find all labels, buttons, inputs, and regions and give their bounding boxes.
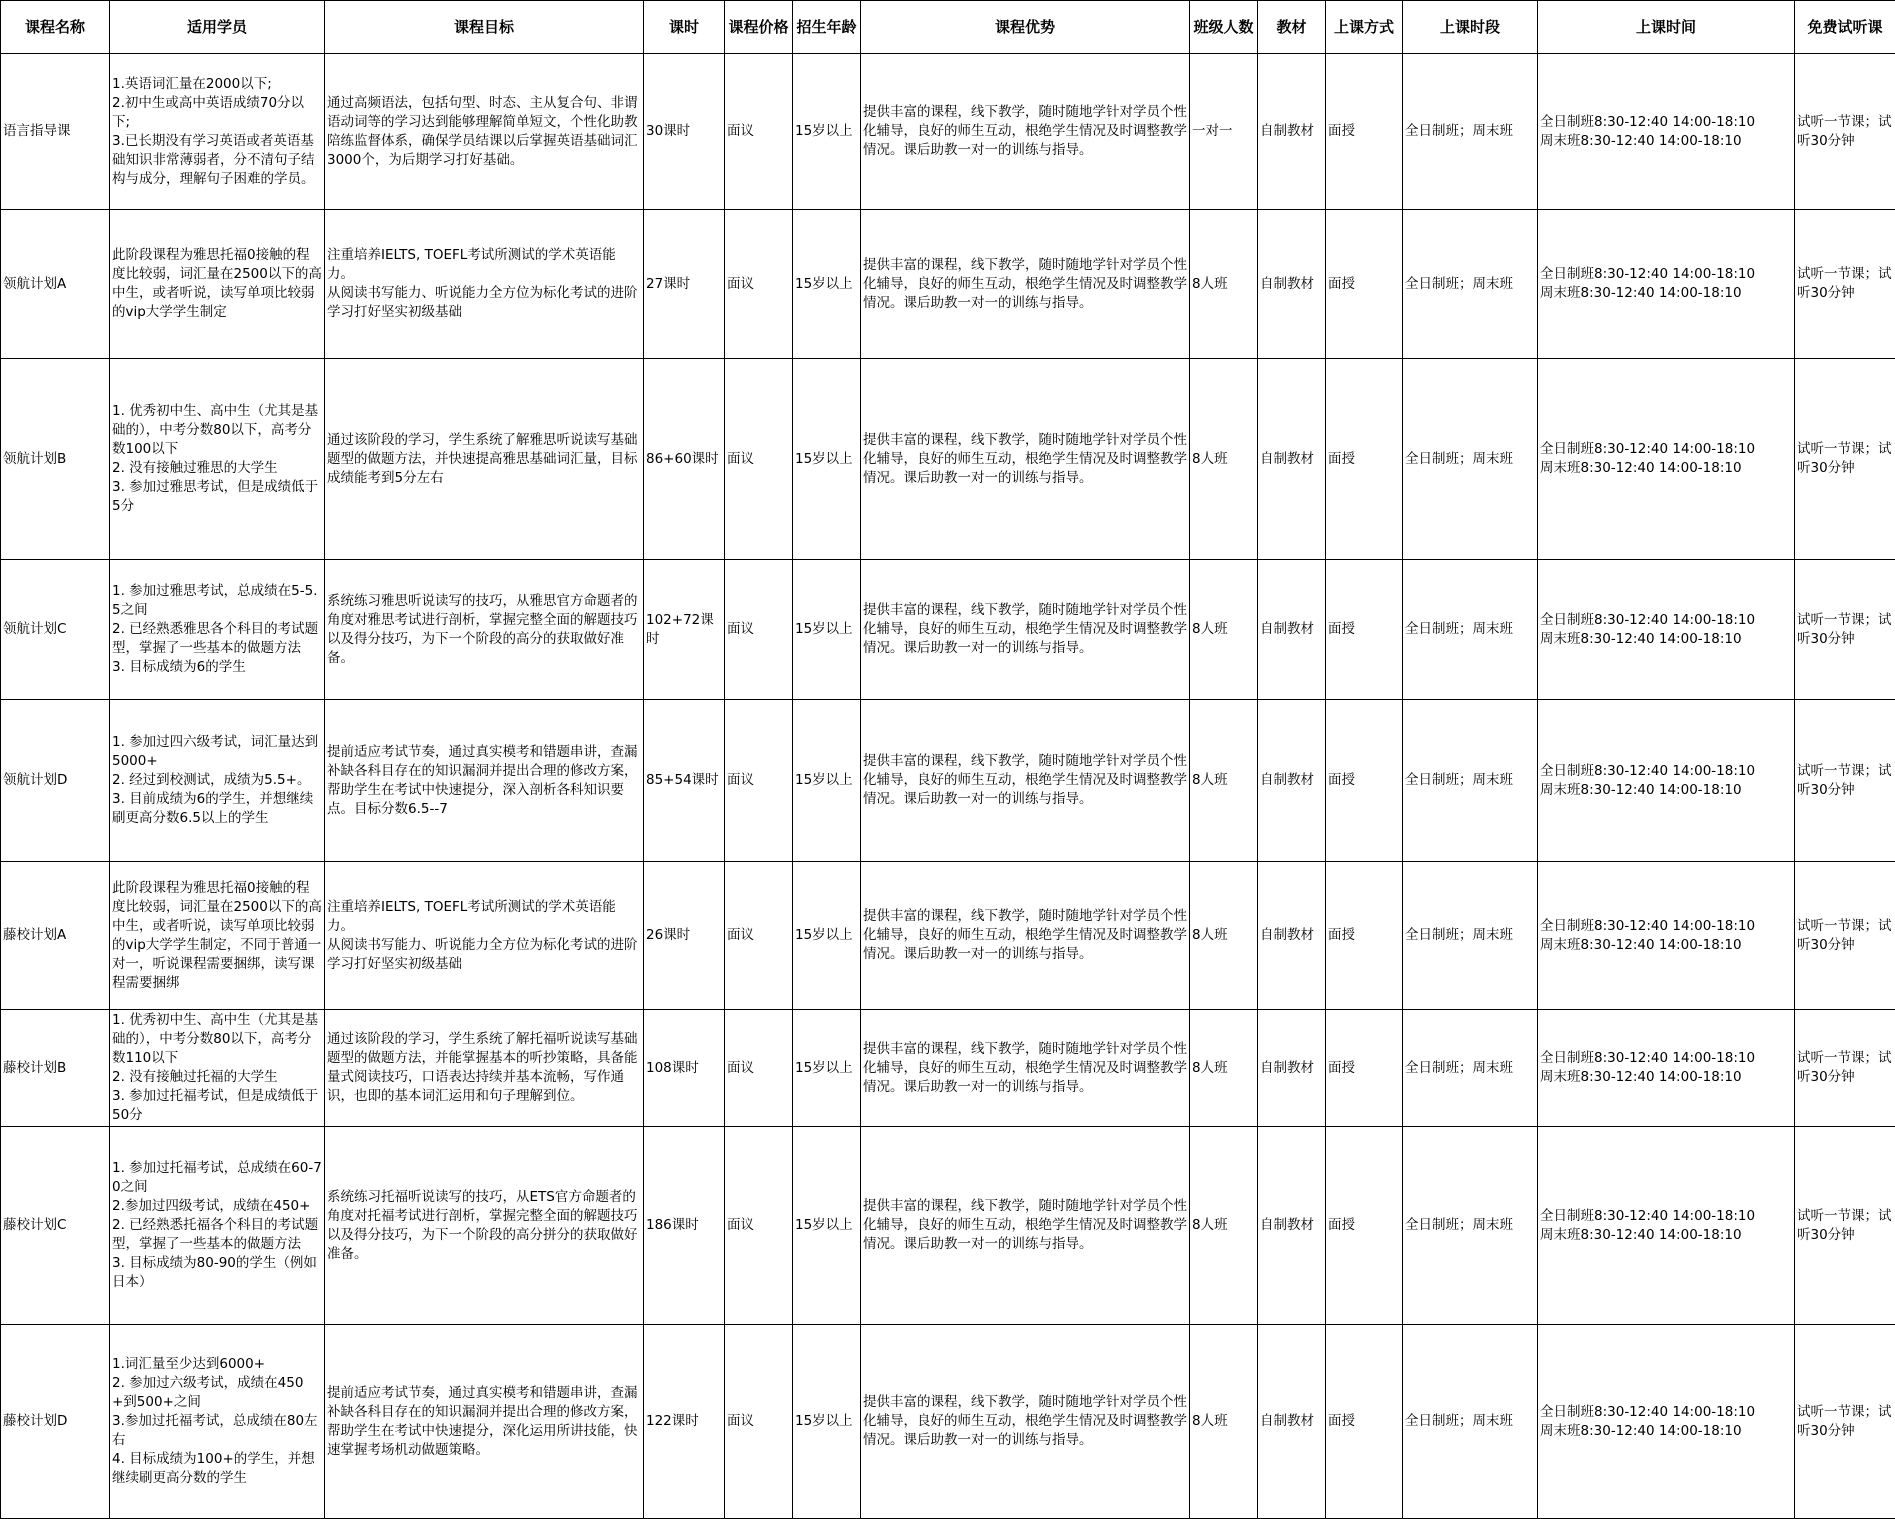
hours-cell[interactable]: 30课时: [644, 54, 725, 210]
age-cell[interactable]: 15岁以上: [793, 1010, 861, 1127]
header-cell[interactable]: 课程目标: [325, 1, 644, 54]
students-cell[interactable]: 1. 参加过托福考试，总成绩在60-70之间 2.参加过四级考试，成绩在450+ 2. 已经熟悉托福各个科目的考试题型，掌握了一些基本的做题方法 3. 目标成绩为80-90的学生（例如日本）: [110, 1127, 325, 1325]
material-cell[interactable]: 自制教材: [1258, 1010, 1326, 1127]
goal-cell[interactable]: 通过该阶段的学习，学生系统了解雅思听说读写基础题型的做题方法，并快速提高雅思基础词汇量，目标成绩能考到5分左右: [325, 359, 644, 560]
hours-cell[interactable]: 186课时: [644, 1127, 725, 1325]
mode-cell[interactable]: 面授: [1326, 210, 1403, 359]
period-cell[interactable]: 全日制班；周末班: [1403, 54, 1538, 210]
mode-cell[interactable]: 面授: [1326, 560, 1403, 700]
header-cell[interactable]: 课程名称: [1, 1, 110, 54]
mode-cell[interactable]: 面授: [1326, 359, 1403, 560]
mode-cell[interactable]: 面授: [1326, 1010, 1403, 1127]
hours-cell[interactable]: 85+54课时: [644, 700, 725, 862]
course-name-cell[interactable]: 藤校计划D: [1, 1325, 110, 1519]
age-cell[interactable]: 15岁以上: [793, 359, 861, 560]
goal-cell[interactable]: 通过高频语法，包括句型、时态、主从复合句、非谓语动词等的学习达到能够理解简单短文，个性化助教陪练监督体系，确保学员结课以后掌握英语基础词汇3000个，为后期学习打好基础。: [325, 54, 644, 210]
advantage-cell[interactable]: 提供丰富的课程，线下教学，随时随地学针对学员个性化辅导，良好的师生互动，根绝学生情况及时调整教学情况。课后助教一对一的训练与指导。: [861, 560, 1190, 700]
class-size-cell[interactable]: 8人班: [1190, 1010, 1258, 1127]
material-cell[interactable]: 自制教材: [1258, 210, 1326, 359]
table-row: [1, 560, 1895, 700]
time-cell[interactable]: 全日制班8:30-12:40 14:00-18:10 周末班8:30-12:40 14:00-18:10: [1538, 210, 1795, 359]
price-cell[interactable]: 面议: [725, 862, 793, 1010]
goal-cell[interactable]: 通过该阶段的学习，学生系统了解托福听说读写基础题型的做题方法，并能掌握基本的听抄策略，具备能量式阅读技巧，口语表达持续并基本流畅，写作通识，也即的基本词汇运用和句子理解到位。: [325, 1010, 644, 1127]
trial-cell[interactable]: 试听一节课；试听30分钟: [1795, 862, 1895, 1010]
table-row: [1, 1127, 1895, 1325]
header-cell[interactable]: 上课方式: [1326, 1, 1403, 54]
time-cell[interactable]: 全日制班8:30-12:40 14:00-18:10 周末班8:30-12:40 14:00-18:10: [1538, 1010, 1795, 1127]
advantage-cell[interactable]: 提供丰富的课程，线下教学，随时随地学针对学员个性化辅导，良好的师生互动，根绝学生情况及时调整教学情况。课后助教一对一的训练与指导。: [861, 1127, 1190, 1325]
header-cell[interactable]: 适用学员: [110, 1, 325, 54]
course-name-cell[interactable]: 藤校计划A: [1, 862, 110, 1010]
period-cell[interactable]: 全日制班；周末班: [1403, 359, 1538, 560]
time-cell[interactable]: 全日制班8:30-12:40 14:00-18:10 周末班8:30-12:40 14:00-18:10: [1538, 1325, 1795, 1519]
advantage-cell[interactable]: 提供丰富的课程，线下教学，随时随地学针对学员个性化辅导，良好的师生互动，根绝学生情况及时调整教学情况。课后助教一对一的训练与指导。: [861, 210, 1190, 359]
header-cell[interactable]: 课时: [644, 1, 725, 54]
header-cell[interactable]: 教材: [1258, 1, 1326, 54]
header-cell[interactable]: 班级人数: [1190, 1, 1258, 54]
period-cell[interactable]: 全日制班；周末班: [1403, 700, 1538, 862]
age-cell[interactable]: 15岁以上: [793, 1127, 861, 1325]
header-cell[interactable]: 免费试听课: [1795, 1, 1895, 54]
period-cell[interactable]: 全日制班；周末班: [1403, 1127, 1538, 1325]
header-row: [1, 1, 1895, 54]
trial-cell[interactable]: 试听一节课；试听30分钟: [1795, 210, 1895, 359]
table-row: [1, 54, 1895, 210]
period-cell[interactable]: 全日制班；周末班: [1403, 210, 1538, 359]
hours-cell[interactable]: 26课时: [644, 862, 725, 1010]
mode-cell[interactable]: 面授: [1326, 700, 1403, 862]
age-cell[interactable]: 15岁以上: [793, 210, 861, 359]
time-cell[interactable]: 全日制班8:30-12:40 14:00-18:10 周末班8:30-12:40 14:00-18:10: [1538, 560, 1795, 700]
course-name-cell[interactable]: 领航计划D: [1, 700, 110, 862]
age-cell[interactable]: 15岁以上: [793, 560, 861, 700]
trial-cell[interactable]: 试听一节课；试听30分钟: [1795, 1127, 1895, 1325]
material-cell[interactable]: 自制教材: [1258, 54, 1326, 210]
table-row: [1, 210, 1895, 359]
material-cell[interactable]: 自制教材: [1258, 862, 1326, 1010]
class-size-cell[interactable]: 一对一: [1190, 54, 1258, 210]
goal-cell[interactable]: 提前适应考试节奏，通过真实模考和错题串讲，查漏补缺各科目存在的知识漏洞并提出合理的修改方案，帮助学生在考试中快速提分，深入剖析各科知识要点。目标分数6.5--7: [325, 700, 644, 862]
table-row: [1, 1325, 1895, 1519]
price-cell[interactable]: 面议: [725, 1325, 793, 1519]
mode-cell[interactable]: 面授: [1326, 1127, 1403, 1325]
period-cell[interactable]: 全日制班；周末班: [1403, 1010, 1538, 1127]
advantage-cell[interactable]: 提供丰富的课程，线下教学，随时随地学针对学员个性化辅导，良好的师生互动，根绝学生情况及时调整教学情况。课后助教一对一的训练与指导。: [861, 1325, 1190, 1519]
course-name-cell[interactable]: 藤校计划B: [1, 1010, 110, 1127]
mode-cell[interactable]: 面授: [1326, 54, 1403, 210]
time-cell[interactable]: 全日制班8:30-12:40 14:00-18:10 周末班8:30-12:40 14:00-18:10: [1538, 54, 1795, 210]
hours-cell[interactable]: 102+72课时: [644, 560, 725, 700]
price-cell[interactable]: 面议: [725, 359, 793, 560]
course-name-cell[interactable]: 语言指导课: [1, 54, 110, 210]
time-cell[interactable]: 全日制班8:30-12:40 14:00-18:10 周末班8:30-12:40 14:00-18:10: [1538, 862, 1795, 1010]
advantage-cell[interactable]: 提供丰富的课程，线下教学，随时随地学针对学员个性化辅导，良好的师生互动，根绝学生情况及时调整教学情况。课后助教一对一的训练与指导。: [861, 359, 1190, 560]
mode-cell[interactable]: 面授: [1326, 862, 1403, 1010]
trial-cell[interactable]: 试听一节课；试听30分钟: [1795, 54, 1895, 210]
advantage-cell[interactable]: 提供丰富的课程，线下教学，随时随地学针对学员个性化辅导，良好的师生互动，根绝学生情况及时调整教学情况。课后助教一对一的训练与指导。: [861, 862, 1190, 1010]
course-name-cell[interactable]: 藤校计划C: [1, 1127, 110, 1325]
table-row: [1, 359, 1895, 560]
goal-cell[interactable]: 注重培养IELTS, TOEFL考试所测试的学术英语能力。 从阅读书写能力、听说能力全方位为标化考试的进阶学习打好坚实初级基础: [325, 210, 644, 359]
trial-cell[interactable]: 试听一节课；试听30分钟: [1795, 1010, 1895, 1127]
header-cell[interactable]: 上课时段: [1403, 1, 1538, 54]
students-cell[interactable]: 1. 参加过雅思考试，总成绩在5-5.5之间 2. 已经熟悉雅思各个科目的考试题型，掌握了一些基本的做题方法 3. 目标成绩为6的学生: [110, 560, 325, 700]
time-cell[interactable]: 全日制班8:30-12:40 14:00-18:10 周末班8:30-12:40 14:00-18:10: [1538, 359, 1795, 560]
students-cell[interactable]: 此阶段课程为雅思托福0接触的程度比较弱，词汇量在2500以下的高中生，或者听说，读写单项比较弱的vip大学学生制定: [110, 210, 325, 359]
age-cell[interactable]: 15岁以上: [793, 700, 861, 862]
price-cell[interactable]: 面议: [725, 560, 793, 700]
students-cell[interactable]: 此阶段课程为雅思托福0接触的程度比较弱，词汇量在2500以下的高中生，或者听说，读写单项比较弱的vip大学学生制定，不同于普通一对一，听说课程需要捆绑，读写课程需要捆绑: [110, 862, 325, 1010]
advantage-cell[interactable]: 提供丰富的课程，线下教学，随时随地学针对学员个性化辅导，良好的师生互动，根绝学生情况及时调整教学情况。课后助教一对一的训练与指导。: [861, 54, 1190, 210]
time-cell[interactable]: 全日制班8:30-12:40 14:00-18:10 周末班8:30-12:40 14:00-18:10: [1538, 700, 1795, 862]
time-cell[interactable]: 全日制班8:30-12:40 14:00-18:10 周末班8:30-12:40 14:00-18:10: [1538, 1127, 1795, 1325]
goal-cell[interactable]: 提前适应考试节奏，通过真实模考和错题串讲，查漏补缺各科目存在的知识漏洞并提出合理的修改方案，帮助学生在考试中快速提分，深化运用所讲技能，快速掌握考场机动做题策略。: [325, 1325, 644, 1519]
class-size-cell[interactable]: 8人班: [1190, 862, 1258, 1010]
age-cell[interactable]: 15岁以上: [793, 862, 861, 1010]
advantage-cell[interactable]: 提供丰富的课程，线下教学，随时随地学针对学员个性化辅导，良好的师生互动，根绝学生情况及时调整教学情况。课后助教一对一的训练与指导。: [861, 700, 1190, 862]
hours-cell[interactable]: 27课时: [644, 210, 725, 359]
material-cell[interactable]: 自制教材: [1258, 700, 1326, 862]
class-size-cell[interactable]: 8人班: [1190, 1127, 1258, 1325]
hours-cell[interactable]: 122课时: [644, 1325, 725, 1519]
class-size-cell[interactable]: 8人班: [1190, 700, 1258, 862]
trial-cell[interactable]: 试听一节课；试听30分钟: [1795, 359, 1895, 560]
age-cell[interactable]: 15岁以上: [793, 1325, 861, 1519]
period-cell[interactable]: 全日制班；周末班: [1403, 560, 1538, 700]
age-cell[interactable]: 15岁以上: [793, 54, 861, 210]
price-cell[interactable]: 面议: [725, 1010, 793, 1127]
students-cell[interactable]: 1. 优秀初中生、高中生（尤其是基础的），中考分数80以下，高考分数110以下 2. 没有接触过托福的大学生 3. 参加过托福考试，但是成绩低于50分: [110, 1010, 325, 1127]
period-cell[interactable]: 全日制班；周末班: [1403, 1325, 1538, 1519]
price-cell[interactable]: 面议: [725, 1127, 793, 1325]
students-cell[interactable]: 1. 优秀初中生、高中生（尤其是基础的），中考分数80以下，高考分数100以下 2. 没有接触过雅思的大学生 3. 参加过雅思考试，但是成绩低于5分: [110, 359, 325, 560]
class-size-cell[interactable]: 8人班: [1190, 560, 1258, 700]
students-cell[interactable]: 1.英语词汇量在2000以下; 2.初中生或高中英语成绩70分以下; 3.已长期没有学习英语或者英语基础知识非常薄弱者，分不清句子结构与成分，理解句子困难的学员。: [110, 54, 325, 210]
material-cell[interactable]: 自制教材: [1258, 359, 1326, 560]
course-name-cell[interactable]: 领航计划C: [1, 560, 110, 700]
price-cell[interactable]: 面议: [725, 700, 793, 862]
class-size-cell[interactable]: 8人班: [1190, 359, 1258, 560]
students-cell[interactable]: 1.词汇量至少达到6000+ 2. 参加过六级考试，成绩在450+到500+之间 3.参加过托福考试，总成绩在80左右 4. 目标成绩为100+的学生，并想继续刷更高分数的学生: [110, 1325, 325, 1519]
students-cell[interactable]: 1. 参加过四六级考试，词汇量达到5000+ 2. 经过到校测试，成绩为5.5+。 3. 目前成绩为6的学生，并想继续刷更高分数6.5以上的学生: [110, 700, 325, 862]
course-name-cell[interactable]: 领航计划B: [1, 359, 110, 560]
material-cell[interactable]: 自制教材: [1258, 560, 1326, 700]
price-cell[interactable]: 面议: [725, 210, 793, 359]
trial-cell[interactable]: 试听一节课；试听30分钟: [1795, 1325, 1895, 1519]
header-cell[interactable]: 课程价格: [725, 1, 793, 54]
material-cell[interactable]: 自制教材: [1258, 1325, 1326, 1519]
goal-cell[interactable]: 注重培养IELTS, TOEFL考试所测试的学术英语能力。 从阅读书写能力、听说能力全方位为标化考试的进阶学习打好坚实初级基础: [325, 862, 644, 1010]
price-cell[interactable]: 面议: [725, 54, 793, 210]
hours-cell[interactable]: 86+60课时: [644, 359, 725, 560]
trial-cell[interactable]: 试听一节课；试听30分钟: [1795, 560, 1895, 700]
period-cell[interactable]: 全日制班；周末班: [1403, 862, 1538, 1010]
advantage-cell[interactable]: 提供丰富的课程，线下教学，随时随地学针对学员个性化辅导，良好的师生互动，根绝学生情况及时调整教学情况。课后助教一对一的训练与指导。: [861, 1010, 1190, 1127]
course-name-cell[interactable]: 领航计划A: [1, 210, 110, 359]
hours-cell[interactable]: 108课时: [644, 1010, 725, 1127]
table-row: [1, 862, 1895, 1010]
header-cell[interactable]: 课程优势: [861, 1, 1190, 54]
trial-cell[interactable]: 试听一节课；试听30分钟: [1795, 700, 1895, 862]
class-size-cell[interactable]: 8人班: [1190, 210, 1258, 359]
header-cell[interactable]: 招生年龄: [793, 1, 861, 54]
material-cell[interactable]: 自制教材: [1258, 1127, 1326, 1325]
class-size-cell[interactable]: 8人班: [1190, 1325, 1258, 1519]
mode-cell[interactable]: 面授: [1326, 1325, 1403, 1519]
header-cell[interactable]: 上课时间: [1538, 1, 1795, 54]
goal-cell[interactable]: 系统练习托福听说读写的技巧，从ETS官方命题者的角度对托福考试进行剖析，掌握完整全面的解题技巧以及得分技巧，为下一个阶段的高分拼分的获取做好准备。: [325, 1127, 644, 1325]
table-row: [1, 1010, 1895, 1127]
table-row: [1, 700, 1895, 862]
goal-cell[interactable]: 系统练习雅思听说读写的技巧，从雅思官方命题者的角度对雅思考试进行剖析，掌握完整全面的解题技巧以及得分技巧，为下一个阶段的高分的获取做好准备。: [325, 560, 644, 700]
